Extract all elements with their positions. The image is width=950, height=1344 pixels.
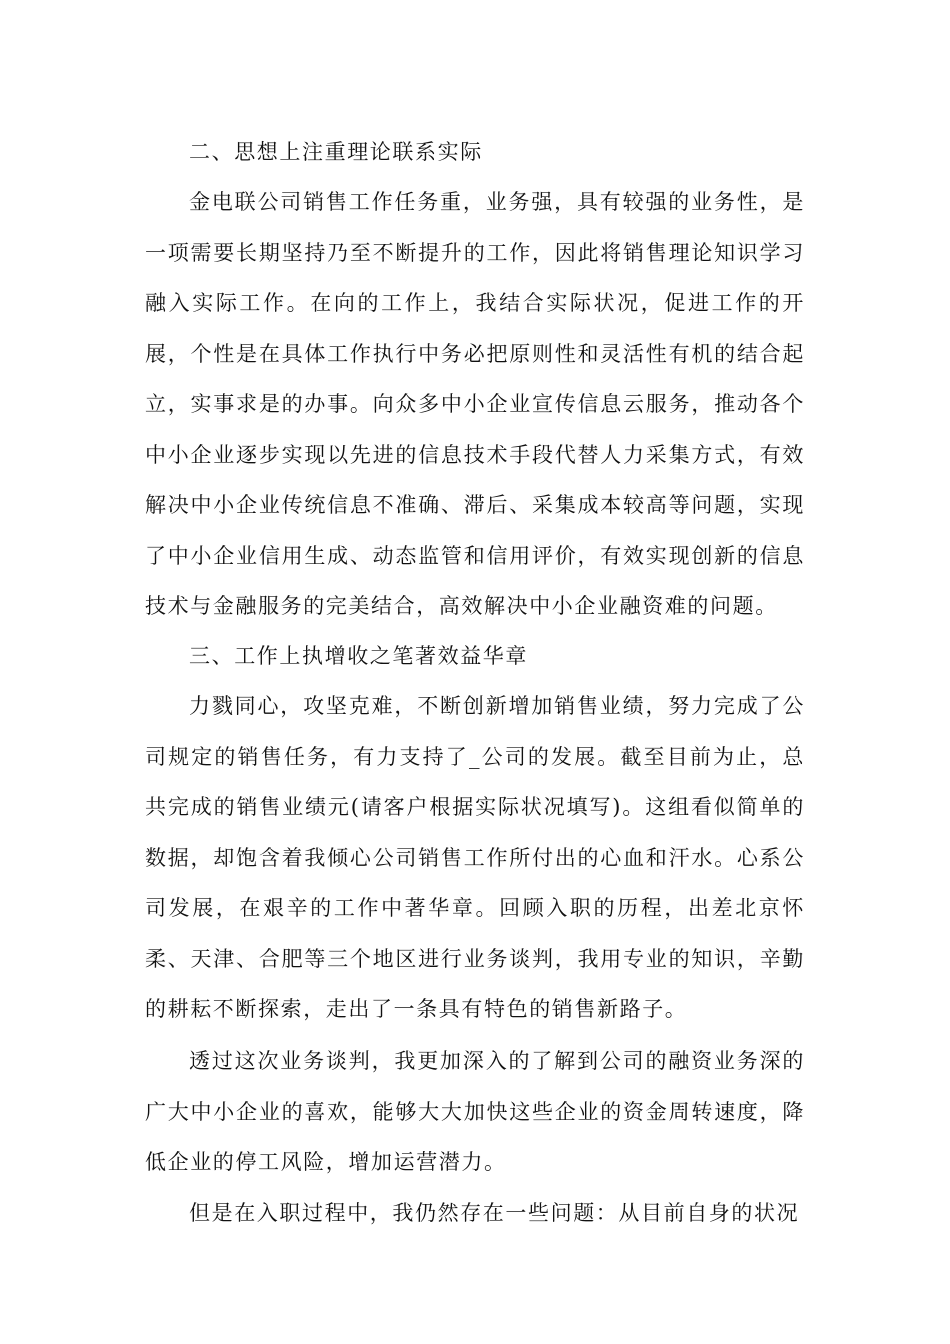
section-heading-2: 二、思想上注重理论联系实际 (189, 140, 483, 164)
section-heading-3: 三、工作上执增收之笔著效益华章 (189, 644, 528, 668)
paragraph-business-negotiation: 透过这次业务谈判，我更加深入的了解到公司的融资业务深的广大中小企业的喜欢，能够大大加快这些企业的资金周转速度，降低企业的停工风险，增加运营潜力。 (145, 1049, 805, 1174)
paragraph-sales-results: 力戮同心，攻坚克难，不断创新增加销售业绩，努力完成了公司规定的销售任务，有力支持了_公司的发展。截至目前为止，总共完成的销售业绩元(请客户根据实际状况填写)。这组看似简单的数据，却饱含着我倾心公司销售工作所付出的心血和汗水。心系公司发展，在艰辛的工作中著华章。回顾入职的历程，出差北京怀柔、天津、合肥等三个地区进行业务谈判，我用专业的知识，辛勤的耕耘不断探索，走出了一条具有特色的销售新路子。 (145, 694, 805, 1021)
paragraph-problems: 但是在入职过程中，我仍然存在一些问题：从目前自身的状况 (189, 1201, 800, 1225)
paragraph-theory-practice: 金电联公司销售工作任务重，业务强，具有较强的业务性，是一项需要长期坚持乃至不断提升的工作，因此将销售理论知识学习融入实际工作。在向的工作上，我结合实际状况，促进工作的开展，个性是在具体工作执行中务必把原则性和灵活性有机的结合起立，实事求是的办事。向众多中小企业宣传信息云服务，推动各个中小企业逐步实现以先进的信息技术手段代替人力采集方式，有效解决中小企业传统信息不准确、滞后、采集成本较高等问题，实现了中小企业信用生成、动态监管和信用评价，有效实现创新的信息技术与金融服务的完美结合，高效解决中小企业融资难的问题。 (145, 190, 805, 618)
